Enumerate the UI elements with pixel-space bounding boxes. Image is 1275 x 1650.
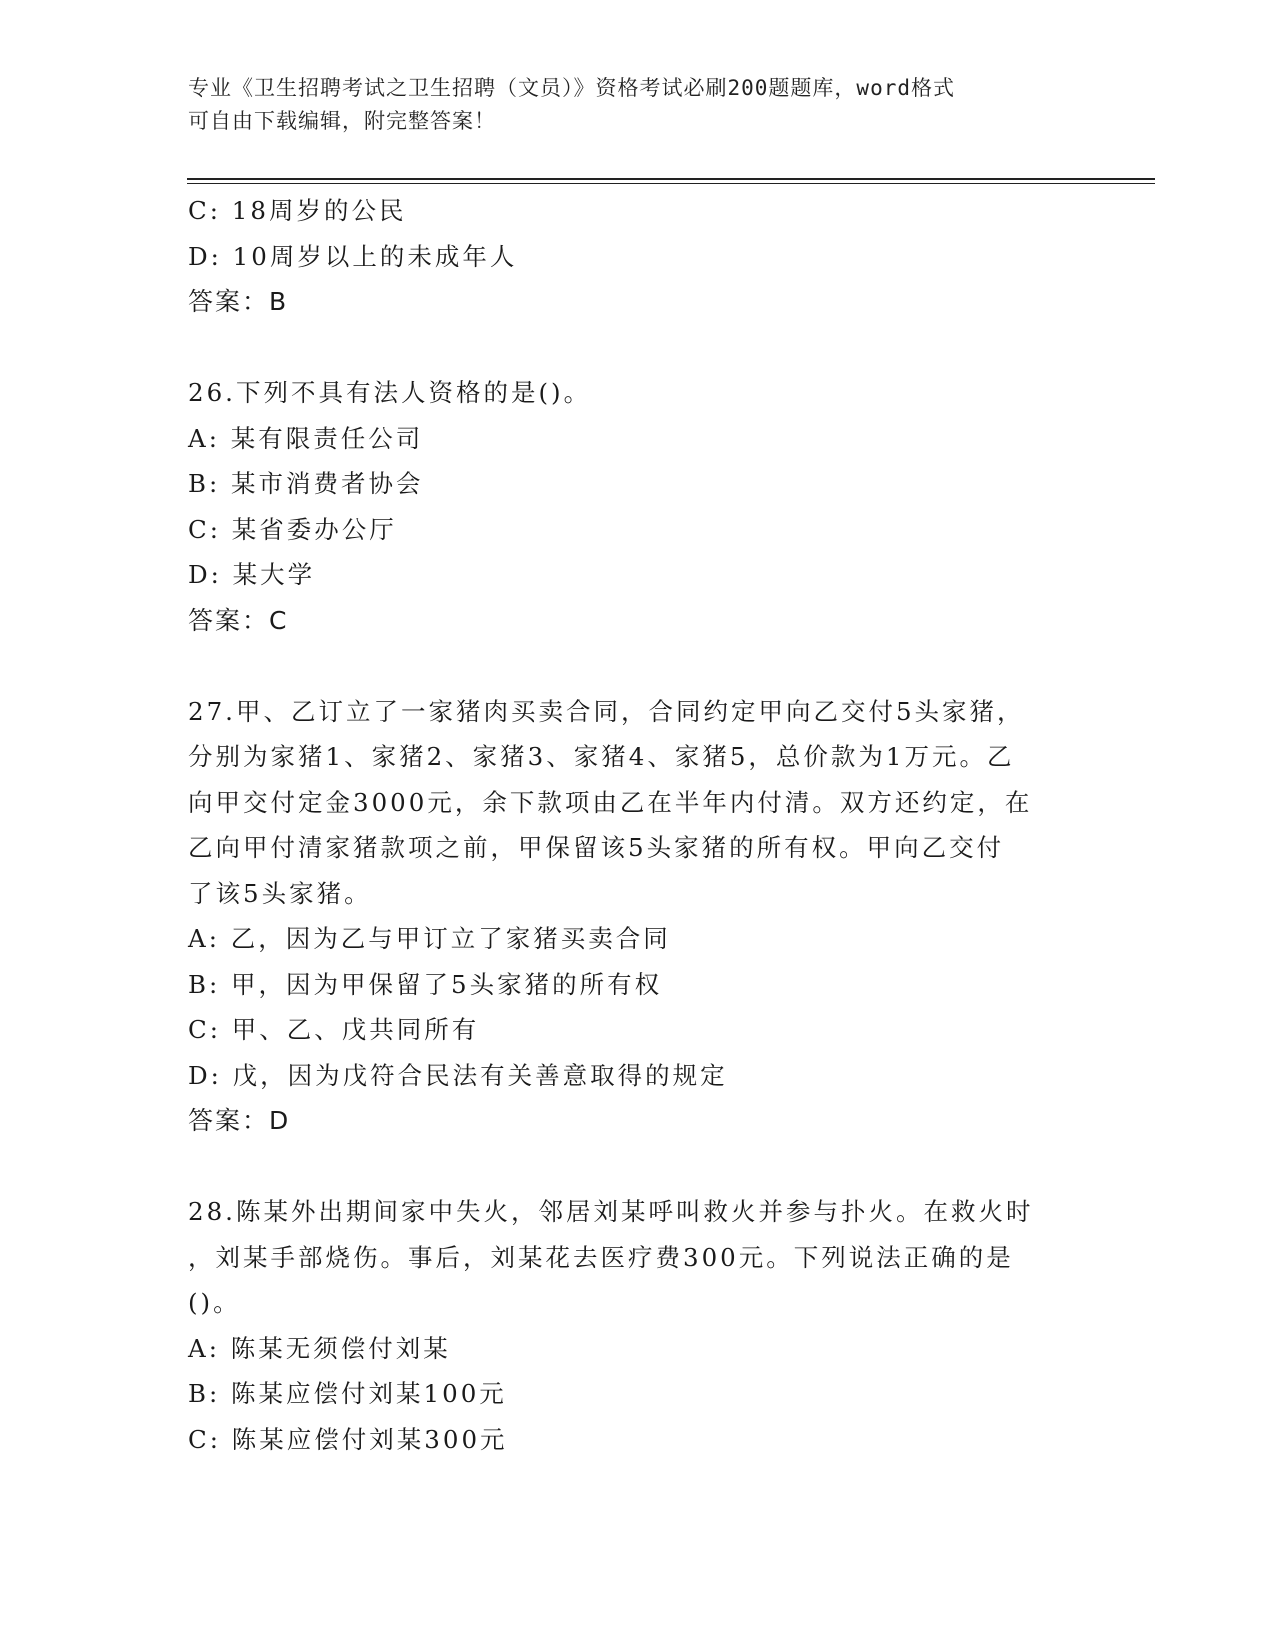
q25-answer: 答案：B xyxy=(188,287,289,316)
question-26 xyxy=(188,370,1088,644)
q27-stem-line: 了该5头家猪。 xyxy=(188,878,372,908)
q28-option-b: B: 陈某应偿付刘某100元 xyxy=(188,1379,507,1408)
q26-stem: 26.下列不具有法人资格的是()。 xyxy=(188,378,592,407)
q27-option-d: D: 戊，因为戊符合民法有关善意取得的规定 xyxy=(188,1060,728,1090)
document-body xyxy=(188,188,1088,1462)
q27-stem-line: 向甲交付定金3000元，余下款项由乙在半年内付清。双方还约定，在 xyxy=(188,787,1033,817)
q26-option-b: B: 某市消费者协会 xyxy=(188,469,424,498)
q27-stem-line: 分别为家猪1、家猪2、家猪3、家猪4、家猪5，总价款为1万元。乙 xyxy=(188,742,1015,771)
spacer xyxy=(188,1144,1088,1189)
q28-option-a: A: 陈某无须偿付刘某 xyxy=(188,1333,451,1363)
q27-option-c: C: 甲、乙、戊共同所有 xyxy=(188,1015,480,1044)
q28-stem-line: ()。 xyxy=(188,1288,241,1317)
spacer xyxy=(188,644,1088,689)
q27-option-a: A: 乙，因为乙与甲订立了家猪买卖合同 xyxy=(188,924,671,953)
spacer xyxy=(188,325,1088,370)
question-28 xyxy=(188,1189,1088,1462)
q26-option-d: D: 某大学 xyxy=(188,560,316,589)
header-title-line2: 可自由下载编辑，附完整答案！ xyxy=(188,109,496,133)
q26-answer: 答案：C xyxy=(188,605,289,635)
q25-option-d: D: 10周岁以上的未成年人 xyxy=(188,241,518,271)
q26-option-a: A: 某有限责任公司 xyxy=(188,423,424,453)
q27-answer: 答案：D xyxy=(188,1106,291,1135)
q26-option-c: C: 某省委办公厅 xyxy=(188,514,397,544)
q27-stem-line: 乙向甲付清家猪款项之前，甲保留该5头家猪的所有权。甲向乙交付 xyxy=(188,833,1005,862)
header-rule-thin xyxy=(187,183,1155,184)
q28-stem-line: ，刘某手部烧伤。事后，刘某花去医疗费300元。下列说法正确的是 xyxy=(188,1242,1014,1272)
q28-stem-line: 28.陈某外出期间家中失火，邻居刘某呼叫救火并参与扑火。在救火时 xyxy=(188,1197,1034,1226)
question-27 xyxy=(188,689,1088,1145)
question-25-tail xyxy=(188,188,1088,325)
q28-option-c: C: 陈某应偿付刘某300元 xyxy=(188,1424,508,1454)
document-header xyxy=(188,72,1088,138)
q27-stem-line: 27.甲、乙订立了一家猪肉买卖合同，合同约定甲向乙交付5头家猪， xyxy=(188,696,1025,726)
header-title-line1: 专业《卫生招聘考试之卫生招聘（文员）》资格考试必刷200题题库，word格式 xyxy=(188,76,955,100)
header-rule-thick xyxy=(187,178,1155,180)
q27-option-b: B: 甲，因为甲保留了5头家猪的所有权 xyxy=(188,969,663,999)
q25-option-c: C: 18周岁的公民 xyxy=(188,196,407,225)
